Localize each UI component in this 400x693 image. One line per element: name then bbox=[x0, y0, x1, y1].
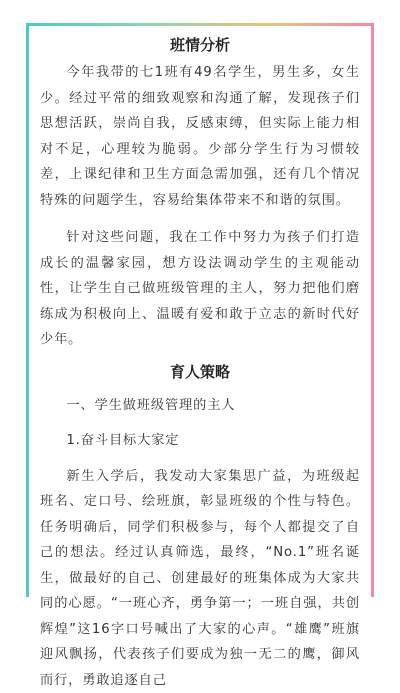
subheading-goal-setting: 1.奋斗目标大家定 bbox=[40, 428, 360, 454]
section-title-education-strategy: 育人策略 bbox=[40, 357, 360, 387]
subheading-student-management: 一、学生做班级管理的主人 bbox=[40, 393, 360, 419]
frame-top-border bbox=[26, 23, 374, 26]
paragraph-response: 针对这些问题，我在工作中努力为孩子们打造成长的温馨家园，想方设法调动学生的主观能动性，让学生自己做班级管理的主人，努力把他们磨练成为积极向上、温暖有爱和敢于立志的新时代好少年。 bbox=[40, 225, 360, 353]
frame-left-border bbox=[26, 23, 29, 597]
paragraph-goal-setting: 新生入学后，我发动大家集思广益，为班级起班名、定口号、绘班旗，彰显班级的个性与特色。任务明确后，同学们积极参与，每个人都提交了自己的想法。经过认真筛选，最终，“No.1”班名诞生，做最好的自己、创建最好的班集体成为大家共同的心愿。“一班心齐，勇争第一；一班自强，共创辉煌”这16字口号喊出了大家的心声。“雄鹰”班旗迎风飘扬，代表孩子们要成为独一无二的鹰，御风而行，勇敢追逐自己 bbox=[40, 464, 360, 693]
article-content bbox=[40, 30, 360, 693]
section-title-class-analysis: 班情分析 bbox=[40, 30, 360, 60]
paragraph-class-situation: 今年我带的七1班有49名学生，男生多，女生少。经过平常的细致观察和沟通了解，发现孩子们思想活跃，崇尚自我，反感束缚，但实际上能力相对不足，心理较为脆弱。少部分学生行为习惯较差，上课纪律和卫生方面急需加强，还有几个情况特殊的问题学生，容易给集体带来不和谐的氛围。 bbox=[40, 60, 360, 213]
frame-right-border bbox=[371, 23, 374, 597]
